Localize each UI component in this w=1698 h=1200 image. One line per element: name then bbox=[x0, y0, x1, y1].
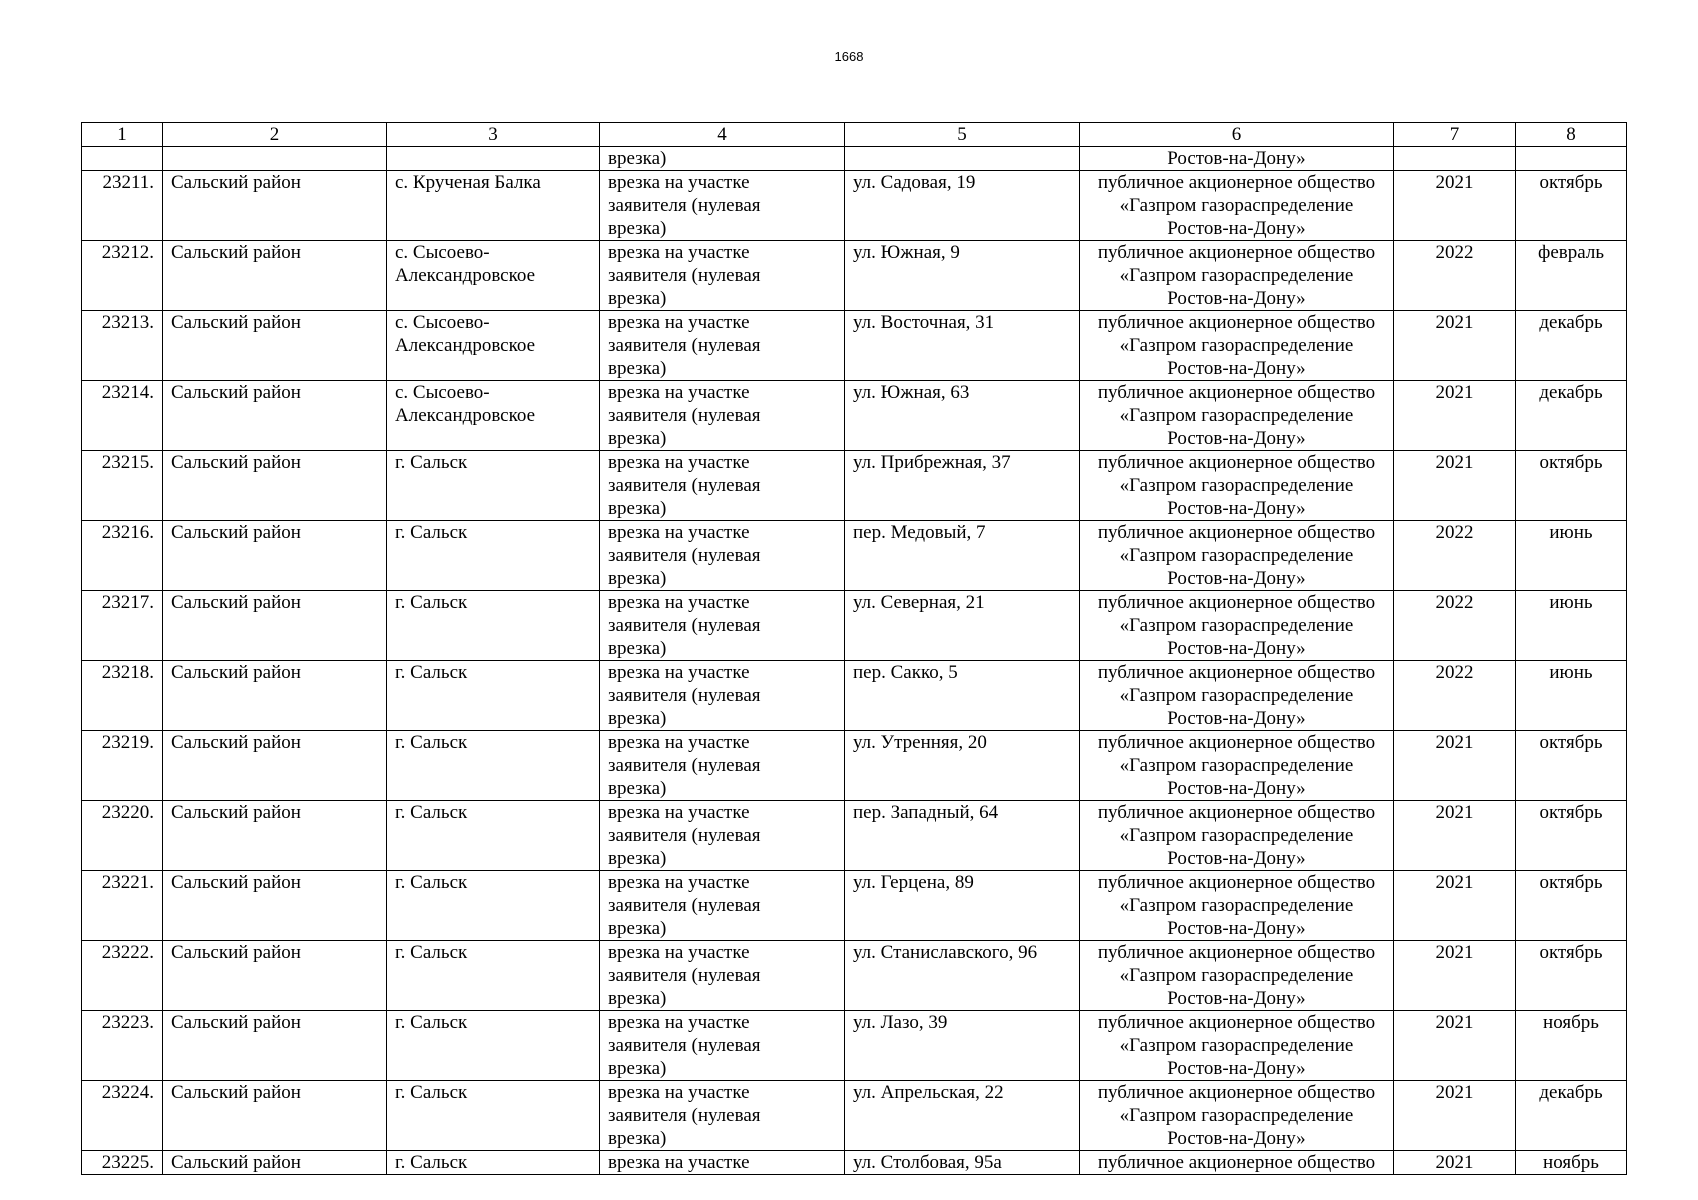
organization-cell-line: «Газпром газораспределение bbox=[1119, 475, 1354, 496]
month-cell: октябрь bbox=[1516, 871, 1627, 941]
connection-type-cell-line: заявителя (нулевая bbox=[608, 615, 761, 636]
connection-type-cell-line: врезка) bbox=[608, 428, 667, 449]
district-cell: Сальский район bbox=[163, 1011, 387, 1081]
address-cell: ул. Прибрежная, 37 bbox=[845, 451, 1080, 521]
table-row bbox=[82, 871, 1627, 941]
locality-cell-line: г. Сальск bbox=[395, 732, 468, 753]
table-row bbox=[82, 381, 1627, 451]
locality-cell-line: с. Крученая Балка bbox=[395, 172, 541, 193]
organization-cell-line: «Газпром газораспределение bbox=[1119, 895, 1354, 916]
address-cell: ул. Герцена, 89 bbox=[845, 871, 1080, 941]
connection-type-cell: врезка) bbox=[600, 147, 845, 171]
connection-type-cell-line: заявителя (нулевая bbox=[608, 825, 761, 846]
year-cell: 2021 bbox=[1394, 1081, 1516, 1151]
table-row bbox=[82, 731, 1627, 801]
district-cell: Сальский район bbox=[163, 521, 387, 591]
organization-cell-line: Ростов-на-Дону» bbox=[1167, 708, 1306, 729]
connection-type-cell bbox=[600, 241, 845, 311]
locality-cell-line: г. Сальск bbox=[395, 1082, 468, 1103]
organization-cell-line: публичное акционерное общество bbox=[1097, 382, 1376, 403]
connection-type-cell-line: врезка) bbox=[608, 1058, 667, 1079]
organization-cell-line: Ростов-на-Дону» bbox=[1167, 778, 1306, 799]
district-cell: Сальский район bbox=[163, 171, 387, 241]
cell-empty bbox=[1394, 147, 1516, 171]
organization-cell-line: Ростов-на-Дону» bbox=[1167, 848, 1306, 869]
organization-cell-line: публичное акционерное общество bbox=[1097, 662, 1376, 683]
organization-cell bbox=[1080, 241, 1394, 311]
locality-cell-line: г. Сальск bbox=[395, 1152, 468, 1173]
organization-cell-line: «Газпром газораспределение bbox=[1119, 265, 1354, 286]
address-cell: ул. Лазо, 39 bbox=[845, 1011, 1080, 1081]
address-cell: пер. Западный, 64 bbox=[845, 801, 1080, 871]
locality-cell-line: с. Сысоево- bbox=[395, 382, 490, 403]
organization-cell: Ростов-на-Дону» bbox=[1080, 147, 1394, 171]
organization-cell-line: публичное акционерное общество bbox=[1097, 522, 1376, 543]
organization-cell-line: «Газпром газораспределение bbox=[1119, 825, 1354, 846]
locality-cell-line: с. Сысоево- bbox=[395, 242, 490, 263]
district-cell: Сальский район bbox=[163, 451, 387, 521]
organization-cell-line: публичное акционерное общество bbox=[1097, 1082, 1376, 1103]
connection-type-cell bbox=[600, 801, 845, 871]
connection-type-cell-line: заявителя (нулевая bbox=[608, 1035, 761, 1056]
address-cell: ул. Южная, 9 bbox=[845, 241, 1080, 311]
connection-type-cell-line: врезка) bbox=[608, 568, 667, 589]
table-row bbox=[82, 591, 1627, 661]
year-cell: 2021 bbox=[1394, 1151, 1516, 1175]
organization-cell-line: Ростов-на-Дону» bbox=[1167, 288, 1306, 309]
row-number-cell: 23222. bbox=[82, 941, 163, 1011]
row-number-cell: 23215. bbox=[82, 451, 163, 521]
locality-cell bbox=[387, 171, 600, 241]
table-row bbox=[82, 1011, 1627, 1081]
connection-type-cell-line: заявителя (нулевая bbox=[608, 475, 761, 496]
row-number-cell: 23213. bbox=[82, 311, 163, 381]
connection-type-cell bbox=[600, 941, 845, 1011]
connection-type-cell-line: врезка) bbox=[608, 848, 667, 869]
connection-type-cell bbox=[600, 1151, 845, 1175]
month-cell: июнь bbox=[1516, 661, 1627, 731]
locality-cell bbox=[387, 1151, 600, 1175]
organization-cell bbox=[1080, 451, 1394, 521]
month-cell: октябрь bbox=[1516, 451, 1627, 521]
organization-cell-line: «Газпром газораспределение bbox=[1119, 335, 1354, 356]
connection-type-cell-line: заявителя (нулевая bbox=[608, 335, 761, 356]
locality-cell-line: г. Сальск bbox=[395, 452, 468, 473]
cell-empty bbox=[82, 147, 163, 171]
district-cell: Сальский район bbox=[163, 311, 387, 381]
organization-cell bbox=[1080, 591, 1394, 661]
organization-cell-line: публичное акционерное общество bbox=[1097, 452, 1376, 473]
table-row bbox=[82, 451, 1627, 521]
address-cell: ул. Восточная, 31 bbox=[845, 311, 1080, 381]
organization-cell bbox=[1080, 521, 1394, 591]
organization-cell-line: Ростов-на-Дону» bbox=[1167, 1058, 1306, 1079]
organization-cell bbox=[1080, 1011, 1394, 1081]
organization-cell-line: публичное акционерное общество bbox=[1097, 802, 1376, 823]
connection-type-cell-line: заявителя (нулевая bbox=[608, 265, 761, 286]
column-number: 3 bbox=[387, 123, 600, 147]
year-cell: 2022 bbox=[1394, 241, 1516, 311]
row-number-cell: 23225. bbox=[82, 1151, 163, 1175]
column-number: 5 bbox=[845, 123, 1080, 147]
column-number: 1 bbox=[82, 123, 163, 147]
connection-type-cell-line: врезка на участке bbox=[608, 452, 750, 473]
locality-cell bbox=[387, 731, 600, 801]
year-cell: 2021 bbox=[1394, 731, 1516, 801]
connection-type-cell bbox=[600, 731, 845, 801]
table-row bbox=[82, 171, 1627, 241]
organization-cell-line: публичное акционерное общество bbox=[1097, 242, 1376, 263]
connection-type-cell-line: врезка на участке bbox=[608, 382, 750, 403]
locality-cell bbox=[387, 871, 600, 941]
address-cell: пер. Сакко, 5 bbox=[845, 661, 1080, 731]
connection-type-cell-line: врезка на участке bbox=[608, 242, 750, 263]
organization-cell bbox=[1080, 171, 1394, 241]
locality-cell bbox=[387, 451, 600, 521]
connection-type-cell-line: заявителя (нулевая bbox=[608, 755, 761, 776]
connection-type-cell bbox=[600, 1011, 845, 1081]
district-cell: Сальский район bbox=[163, 941, 387, 1011]
month-cell: ноябрь bbox=[1516, 1011, 1627, 1081]
connection-type-cell-line: врезка на участке bbox=[608, 172, 750, 193]
connection-type-cell bbox=[600, 871, 845, 941]
table-body bbox=[82, 123, 1627, 1175]
year-cell: 2021 bbox=[1394, 941, 1516, 1011]
year-cell: 2021 bbox=[1394, 171, 1516, 241]
column-number: 6 bbox=[1080, 123, 1394, 147]
organization-cell bbox=[1080, 731, 1394, 801]
locality-cell bbox=[387, 801, 600, 871]
locality-cell-line: Александровское bbox=[395, 265, 536, 286]
connection-type-cell-line: врезка на участке bbox=[608, 592, 750, 613]
cell-empty bbox=[845, 147, 1080, 171]
organization-cell-line: публичное акционерное общество bbox=[1097, 1012, 1376, 1033]
locality-cell-line: г. Сальск bbox=[395, 662, 468, 683]
locality-cell bbox=[387, 381, 600, 451]
connection-type-cell bbox=[600, 171, 845, 241]
organization-cell-line: Ростов-на-Дону» bbox=[1167, 428, 1306, 449]
connection-type-cell-line: врезка) bbox=[608, 498, 667, 519]
month-cell: июнь bbox=[1516, 591, 1627, 661]
table-row bbox=[82, 801, 1627, 871]
organization-cell-line: Ростов-на-Дону» bbox=[1167, 638, 1306, 659]
locality-cell-line: г. Сальск bbox=[395, 872, 468, 893]
year-cell: 2021 bbox=[1394, 801, 1516, 871]
organization-cell bbox=[1080, 871, 1394, 941]
connection-type-cell-line: врезка на участке bbox=[608, 732, 750, 753]
connection-type-cell bbox=[600, 591, 845, 661]
connection-type-cell-line: врезка) bbox=[608, 358, 667, 379]
cell-empty bbox=[1516, 147, 1627, 171]
cell-empty bbox=[387, 147, 600, 171]
organization-cell-line: публичное акционерное общество bbox=[1097, 872, 1376, 893]
organization-cell-line: «Газпром газораспределение bbox=[1119, 755, 1354, 776]
connection-type-cell bbox=[600, 521, 845, 591]
address-cell: ул. Садовая, 19 bbox=[845, 171, 1080, 241]
month-cell: февраль bbox=[1516, 241, 1627, 311]
district-cell: Сальский район bbox=[163, 1081, 387, 1151]
locality-cell bbox=[387, 1011, 600, 1081]
connection-type-cell-line: врезка) bbox=[608, 218, 667, 239]
organization-cell-line: Ростов-на-Дону» bbox=[1167, 358, 1306, 379]
row-number-cell: 23219. bbox=[82, 731, 163, 801]
organization-cell-line: «Газпром газораспределение bbox=[1119, 965, 1354, 986]
column-number: 2 bbox=[163, 123, 387, 147]
column-number-row bbox=[82, 123, 1627, 147]
column-number: 8 bbox=[1516, 123, 1627, 147]
address-cell: ул. Апрельская, 22 bbox=[845, 1081, 1080, 1151]
locality-cell-line: Александровское bbox=[395, 335, 536, 356]
cell-empty bbox=[163, 147, 387, 171]
year-cell: 2022 bbox=[1394, 661, 1516, 731]
connection-type-cell-line: врезка) bbox=[608, 918, 667, 939]
connection-type-cell bbox=[600, 661, 845, 731]
row-number-cell: 23221. bbox=[82, 871, 163, 941]
connection-type-cell-line: врезка на участке bbox=[608, 1152, 750, 1173]
table-row bbox=[82, 1081, 1627, 1151]
connection-type-cell-line: заявителя (нулевая bbox=[608, 405, 761, 426]
connection-type-cell bbox=[600, 381, 845, 451]
organization-cell-line: публичное акционерное общество bbox=[1097, 942, 1376, 963]
locality-cell-line: г. Сальск bbox=[395, 1012, 468, 1033]
organization-cell-line: «Газпром газораспределение bbox=[1119, 615, 1354, 636]
connection-type-cell-line: врезка на участке bbox=[608, 1082, 750, 1103]
address-cell: ул. Столбовая, 95а bbox=[845, 1151, 1080, 1175]
organization-cell bbox=[1080, 661, 1394, 731]
row-number-cell: 23212. bbox=[82, 241, 163, 311]
connection-type-cell-line: заявителя (нулевая bbox=[608, 895, 761, 916]
locality-cell-line: г. Сальск bbox=[395, 802, 468, 823]
works-table bbox=[81, 122, 1627, 1175]
district-cell: Сальский район bbox=[163, 241, 387, 311]
month-cell: июнь bbox=[1516, 521, 1627, 591]
locality-cell bbox=[387, 1081, 600, 1151]
connection-type-cell-line: заявителя (нулевая bbox=[608, 195, 761, 216]
organization-cell-line: Ростов-на-Дону» bbox=[1167, 918, 1306, 939]
locality-cell-line: Александровское bbox=[395, 405, 536, 426]
table-row bbox=[82, 311, 1627, 381]
district-cell: Сальский район bbox=[163, 661, 387, 731]
connection-type-cell-line: заявителя (нулевая bbox=[608, 685, 761, 706]
connection-type-cell-line: заявителя (нулевая bbox=[608, 1105, 761, 1126]
table-row bbox=[82, 1151, 1627, 1175]
address-cell: пер. Медовый, 7 bbox=[845, 521, 1080, 591]
year-cell: 2021 bbox=[1394, 311, 1516, 381]
organization-cell-line: публичное акционерное общество bbox=[1097, 732, 1376, 753]
connection-type-cell-line: врезка на участке bbox=[608, 522, 750, 543]
connection-type-cell bbox=[600, 311, 845, 381]
year-cell: 2021 bbox=[1394, 451, 1516, 521]
locality-cell-line: с. Сысоево- bbox=[395, 312, 490, 333]
table-row bbox=[82, 241, 1627, 311]
organization-cell-line: Ростов-на-Дону» bbox=[1167, 568, 1306, 589]
locality-cell bbox=[387, 661, 600, 731]
continuation-row bbox=[82, 147, 1627, 171]
organization-cell-line: Ростов-на-Дону» bbox=[1167, 218, 1306, 239]
year-cell: 2021 bbox=[1394, 871, 1516, 941]
organization-cell bbox=[1080, 941, 1394, 1011]
table-row bbox=[82, 941, 1627, 1011]
row-number-cell: 23218. bbox=[82, 661, 163, 731]
district-cell: Сальский район bbox=[163, 731, 387, 801]
table-row bbox=[82, 521, 1627, 591]
locality-cell bbox=[387, 521, 600, 591]
connection-type-cell bbox=[600, 1081, 845, 1151]
connection-type-cell-line: врезка на участке bbox=[608, 1012, 750, 1033]
locality-cell-line: г. Сальск bbox=[395, 592, 468, 613]
locality-cell bbox=[387, 591, 600, 661]
column-number: 4 bbox=[600, 123, 845, 147]
organization-cell-line: публичное акционерное общество bbox=[1097, 312, 1376, 333]
month-cell: декабрь bbox=[1516, 311, 1627, 381]
month-cell: октябрь bbox=[1516, 801, 1627, 871]
connection-type-cell-line: врезка на участке bbox=[608, 942, 750, 963]
district-cell: Сальский район bbox=[163, 801, 387, 871]
organization-cell bbox=[1080, 1151, 1394, 1175]
organization-cell-line: публичное акционерное общество bbox=[1097, 172, 1376, 193]
connection-type-cell-line: врезка) bbox=[608, 638, 667, 659]
page-number: 1668 bbox=[834, 49, 864, 64]
connection-type-cell-line: врезка) bbox=[608, 288, 667, 309]
organization-cell bbox=[1080, 1081, 1394, 1151]
month-cell: октябрь bbox=[1516, 941, 1627, 1011]
address-cell: ул. Северная, 21 bbox=[845, 591, 1080, 661]
row-number-cell: 23224. bbox=[82, 1081, 163, 1151]
row-number-cell: 23214. bbox=[82, 381, 163, 451]
connection-type-cell-line: врезка) bbox=[608, 708, 667, 729]
address-cell: ул. Станиславского, 96 bbox=[845, 941, 1080, 1011]
connection-type-cell-line: врезка на участке bbox=[608, 662, 750, 683]
year-cell: 2021 bbox=[1394, 381, 1516, 451]
year-cell: 2022 bbox=[1394, 591, 1516, 661]
year-cell: 2021 bbox=[1394, 1011, 1516, 1081]
organization-cell bbox=[1080, 311, 1394, 381]
month-cell: октябрь bbox=[1516, 171, 1627, 241]
organization-cell-line: «Газпром газораспределение bbox=[1119, 685, 1354, 706]
locality-cell bbox=[387, 241, 600, 311]
district-cell: Сальский район bbox=[163, 591, 387, 661]
district-cell: Сальский район bbox=[163, 381, 387, 451]
row-number-cell: 23216. bbox=[82, 521, 163, 591]
address-cell: ул. Южная, 63 bbox=[845, 381, 1080, 451]
organization-cell bbox=[1080, 801, 1394, 871]
month-cell: декабрь bbox=[1516, 381, 1627, 451]
locality-cell bbox=[387, 941, 600, 1011]
district-cell: Сальский район bbox=[163, 871, 387, 941]
organization-cell-line: публичное акционерное общество bbox=[1097, 1152, 1376, 1173]
connection-type-cell-line: заявителя (нулевая bbox=[608, 545, 761, 566]
organization-cell-line: «Газпром газораспределение bbox=[1119, 545, 1354, 566]
locality-cell bbox=[387, 311, 600, 381]
row-number-cell: 23223. bbox=[82, 1011, 163, 1081]
month-cell: ноябрь bbox=[1516, 1151, 1627, 1175]
month-cell: декабрь bbox=[1516, 1081, 1627, 1151]
row-number-cell: 23211. bbox=[82, 171, 163, 241]
organization-cell-line: Ростов-на-Дону» bbox=[1167, 988, 1306, 1009]
row-number-cell: 23217. bbox=[82, 591, 163, 661]
connection-type-cell-line: заявителя (нулевая bbox=[608, 965, 761, 986]
address-cell: ул. Утренняя, 20 bbox=[845, 731, 1080, 801]
connection-type-cell-line: врезка на участке bbox=[608, 312, 750, 333]
connection-type-cell-line: врезка на участке bbox=[608, 802, 750, 823]
table-row bbox=[82, 661, 1627, 731]
organization-cell-line: Ростов-на-Дону» bbox=[1167, 498, 1306, 519]
connection-type-cell-line: врезка) bbox=[608, 1128, 667, 1149]
organization-cell-line: «Газпром газораспределение bbox=[1119, 1035, 1354, 1056]
locality-cell-line: г. Сальск bbox=[395, 522, 468, 543]
organization-cell-line: «Газпром газораспределение bbox=[1119, 195, 1354, 216]
column-number: 7 bbox=[1394, 123, 1516, 147]
locality-cell-line: г. Сальск bbox=[395, 942, 468, 963]
month-cell: октябрь bbox=[1516, 731, 1627, 801]
row-number-cell: 23220. bbox=[82, 801, 163, 871]
connection-type-cell-line: врезка) bbox=[608, 778, 667, 799]
year-cell: 2022 bbox=[1394, 521, 1516, 591]
organization-cell bbox=[1080, 381, 1394, 451]
organization-cell-line: «Газпром газораспределение bbox=[1119, 405, 1354, 426]
organization-cell-line: «Газпром газораспределение bbox=[1119, 1105, 1354, 1126]
connection-type-cell bbox=[600, 451, 845, 521]
connection-type-cell-line: врезка на участке bbox=[608, 872, 750, 893]
organization-cell-line: публичное акционерное общество bbox=[1097, 592, 1376, 613]
connection-type-cell-line: врезка) bbox=[608, 988, 667, 1009]
organization-cell-line: Ростов-на-Дону» bbox=[1167, 1128, 1306, 1149]
district-cell: Сальский район bbox=[163, 1151, 387, 1175]
